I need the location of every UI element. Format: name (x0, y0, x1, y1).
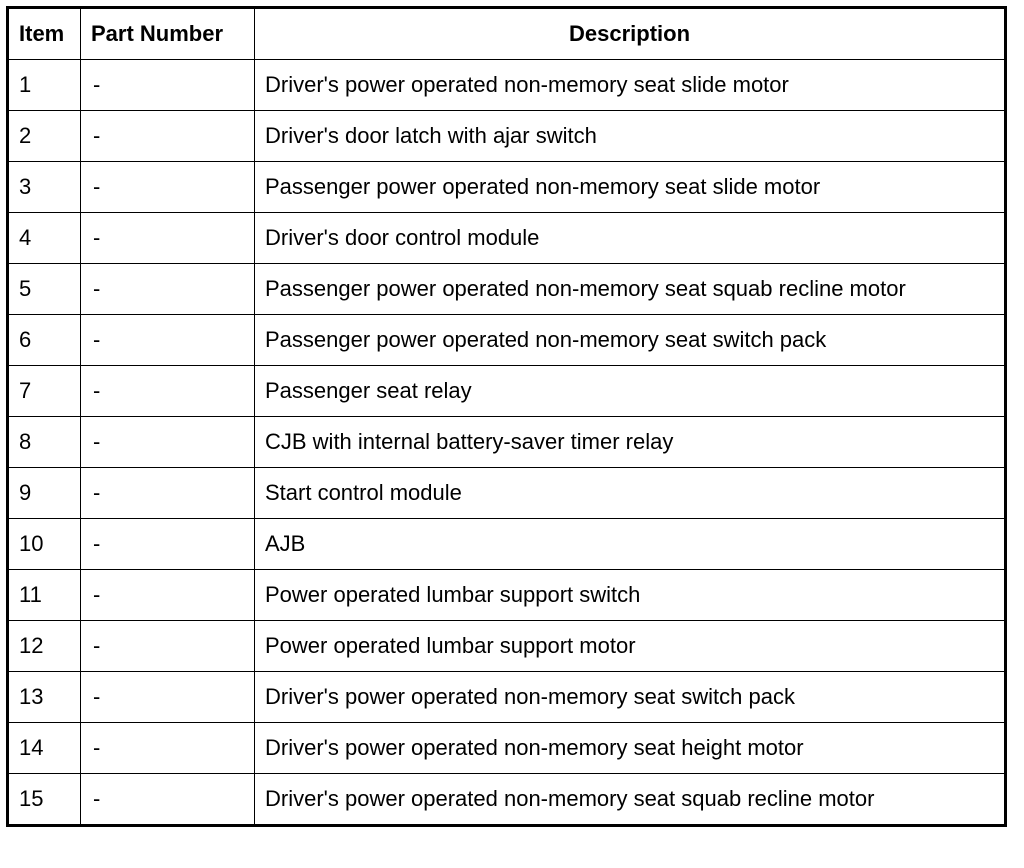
part-number-cell: - (81, 519, 255, 570)
item-cell: 6 (8, 315, 81, 366)
parts-table (6, 6, 1007, 827)
item-cell: 7 (8, 366, 81, 417)
table-body (8, 60, 1006, 826)
item-cell: 9 (8, 468, 81, 519)
table-header (8, 8, 1006, 60)
part-number-cell: - (81, 264, 255, 315)
description-cell: Driver's power operated non-memory seat slide motor (255, 60, 1006, 111)
description-cell: Driver's door control module (255, 213, 1006, 264)
header-description: Description (255, 8, 1006, 60)
part-number-cell: - (81, 621, 255, 672)
table-row (8, 264, 1006, 315)
part-number-cell: - (81, 723, 255, 774)
table-row (8, 468, 1006, 519)
item-cell: 10 (8, 519, 81, 570)
part-number-cell: - (81, 60, 255, 111)
item-cell: 14 (8, 723, 81, 774)
description-cell: Start control module (255, 468, 1006, 519)
item-cell: 1 (8, 60, 81, 111)
part-number-cell: - (81, 315, 255, 366)
part-number-cell: - (81, 672, 255, 723)
item-cell: 4 (8, 213, 81, 264)
table-row (8, 315, 1006, 366)
description-cell: Passenger power operated non-memory seat squab recline motor (255, 264, 1006, 315)
item-cell: 15 (8, 774, 81, 826)
table-row (8, 774, 1006, 826)
part-number-cell: - (81, 774, 255, 826)
table-row (8, 366, 1006, 417)
table-row (8, 162, 1006, 213)
header-item: Item (8, 8, 81, 60)
item-cell: 8 (8, 417, 81, 468)
item-cell: 5 (8, 264, 81, 315)
description-cell: Passenger power operated non-memory seat switch pack (255, 315, 1006, 366)
part-number-cell: - (81, 366, 255, 417)
table-row (8, 213, 1006, 264)
item-cell: 13 (8, 672, 81, 723)
table-row (8, 60, 1006, 111)
description-cell: Passenger seat relay (255, 366, 1006, 417)
table-row (8, 417, 1006, 468)
description-cell: Power operated lumbar support switch (255, 570, 1006, 621)
table-row (8, 570, 1006, 621)
part-number-cell: - (81, 417, 255, 468)
description-cell: CJB with internal battery-saver timer relay (255, 417, 1006, 468)
part-number-cell: - (81, 111, 255, 162)
description-cell: Driver's door latch with ajar switch (255, 111, 1006, 162)
part-number-cell: - (81, 213, 255, 264)
table-row (8, 672, 1006, 723)
table-row (8, 111, 1006, 162)
item-cell: 12 (8, 621, 81, 672)
table-row (8, 621, 1006, 672)
part-number-cell: - (81, 468, 255, 519)
part-number-cell: - (81, 162, 255, 213)
description-cell: Power operated lumbar support motor (255, 621, 1006, 672)
part-number-cell: - (81, 570, 255, 621)
description-cell: Driver's power operated non-memory seat switch pack (255, 672, 1006, 723)
description-cell: Driver's power operated non-memory seat squab recline motor (255, 774, 1006, 826)
item-cell: 2 (8, 111, 81, 162)
description-cell: Passenger power operated non-memory seat slide motor (255, 162, 1006, 213)
item-cell: 3 (8, 162, 81, 213)
description-cell: AJB (255, 519, 1006, 570)
item-cell: 11 (8, 570, 81, 621)
description-cell: Driver's power operated non-memory seat height motor (255, 723, 1006, 774)
header-row (8, 8, 1006, 60)
table-row (8, 519, 1006, 570)
table-row (8, 723, 1006, 774)
header-part-number: Part Number (81, 8, 255, 60)
